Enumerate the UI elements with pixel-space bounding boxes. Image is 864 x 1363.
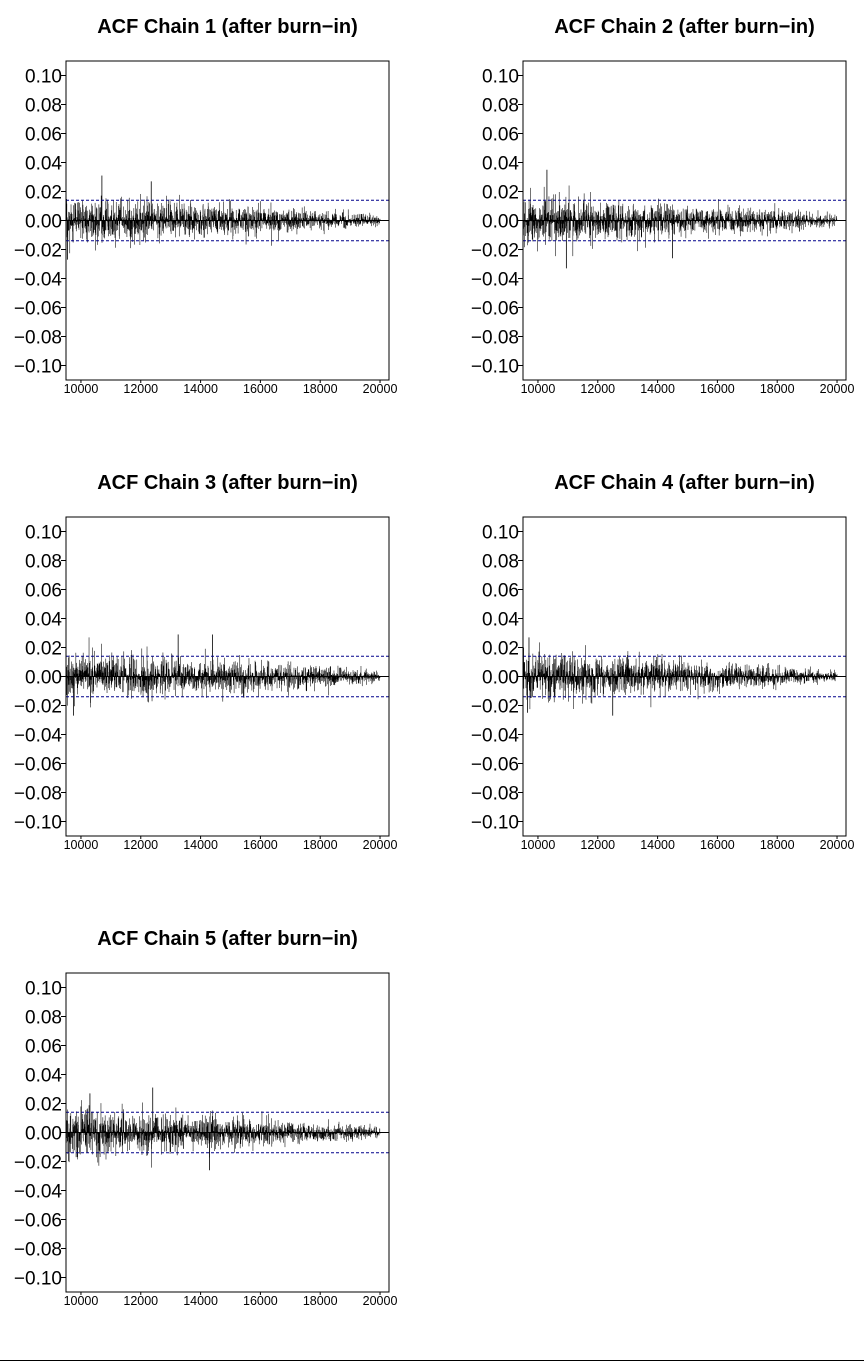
- x-tick-label: 12000: [123, 838, 159, 852]
- x-tick-label: 14000: [183, 838, 218, 852]
- y-tick-label: −0.06: [13, 1210, 62, 1232]
- y-tick-label: −0.08: [13, 783, 62, 805]
- y-tick-label: −0.06: [13, 298, 62, 320]
- y-tick-label: −0.10: [13, 812, 62, 834]
- y-tick-label: 0.02: [482, 182, 519, 204]
- x-tick-label: 12000: [580, 382, 616, 396]
- y-tick-label: 0.04: [25, 1065, 62, 1087]
- acf-panel-5: [14, 928, 398, 1308]
- x-tick-label: 18000: [759, 838, 795, 852]
- bottom-rule: [0, 1360, 864, 1361]
- x-tick-label: 20000: [819, 382, 855, 396]
- y-tick-label: 0.08: [482, 551, 519, 573]
- x-tick-label: 20000: [362, 382, 398, 396]
- panel-title: ACF Chain 1 (after burn−in): [97, 16, 358, 38]
- x-tick-label: 12000: [123, 382, 159, 396]
- y-tick-label: 0.00: [25, 211, 62, 233]
- panel-title: ACF Chain 5 (after burn−in): [97, 928, 358, 950]
- x-tick-label: 16000: [243, 382, 278, 396]
- y-tick-label: −0.08: [470, 783, 519, 805]
- x-tick-label: 18000: [759, 382, 795, 396]
- acf-panel-2: [471, 16, 855, 396]
- x-tick-label: 18000: [302, 838, 338, 852]
- y-tick-label: 0.04: [25, 609, 62, 631]
- y-tick-label: 0.06: [482, 124, 519, 146]
- y-tick-label: 0.02: [25, 182, 62, 204]
- y-tick-label: 0.04: [482, 609, 519, 631]
- y-tick-label: −0.10: [13, 356, 62, 378]
- y-tick-label: −0.02: [470, 696, 519, 718]
- y-tick-label: −0.08: [470, 327, 519, 349]
- y-tick-label: 0.10: [482, 522, 519, 544]
- y-tick-label: −0.06: [470, 298, 519, 320]
- x-tick-label: 10000: [63, 382, 99, 396]
- y-tick-label: −0.04: [470, 269, 519, 291]
- y-tick-label: 0.06: [25, 124, 62, 146]
- y-tick-label: −0.10: [470, 812, 519, 834]
- y-tick-label: 0.02: [482, 638, 519, 660]
- y-tick-label: 0.10: [25, 66, 62, 88]
- x-tick-label: 14000: [183, 382, 218, 396]
- y-tick-label: 0.04: [25, 153, 62, 175]
- y-tick-label: 0.02: [25, 1094, 62, 1116]
- x-tick-label: 10000: [520, 382, 556, 396]
- y-tick-label: 0.06: [482, 580, 519, 602]
- x-tick-label: 12000: [580, 838, 616, 852]
- x-tick-label: 14000: [183, 1294, 218, 1308]
- x-tick-label: 10000: [63, 838, 99, 852]
- y-tick-label: −0.02: [470, 240, 519, 262]
- acf-spikes: [523, 642, 837, 709]
- acf-panel-4: [471, 472, 855, 852]
- y-tick-label: 0.00: [25, 667, 62, 689]
- x-tick-label: 20000: [362, 838, 398, 852]
- x-tick-label: 10000: [63, 1294, 99, 1308]
- y-tick-label: 0.08: [25, 1007, 62, 1029]
- acf-panel-1: [14, 16, 398, 396]
- x-tick-label: 14000: [640, 838, 675, 852]
- y-tick-label: −0.06: [470, 754, 519, 776]
- y-tick-label: −0.10: [13, 1268, 62, 1290]
- y-tick-label: 0.04: [482, 153, 519, 175]
- panel-title: ACF Chain 3 (after burn−in): [97, 472, 358, 494]
- y-tick-label: 0.00: [482, 667, 519, 689]
- x-tick-label: 12000: [123, 1294, 159, 1308]
- y-tick-label: −0.02: [13, 696, 62, 718]
- x-tick-label: 16000: [243, 838, 278, 852]
- y-tick-label: 0.10: [25, 978, 62, 1000]
- y-tick-label: 0.08: [482, 95, 519, 117]
- y-tick-label: 0.10: [25, 522, 62, 544]
- y-tick-label: −0.04: [13, 269, 62, 291]
- y-tick-label: 0.00: [25, 1123, 62, 1145]
- y-tick-label: −0.04: [13, 725, 62, 747]
- x-tick-label: 16000: [700, 382, 735, 396]
- x-tick-label: 10000: [520, 838, 556, 852]
- y-tick-label: −0.06: [13, 754, 62, 776]
- acf-panel-3: [14, 472, 398, 852]
- y-tick-label: 0.00: [482, 211, 519, 233]
- x-tick-label: 16000: [700, 838, 735, 852]
- y-tick-label: 0.06: [25, 580, 62, 602]
- y-tick-label: 0.08: [25, 551, 62, 573]
- y-tick-label: −0.02: [13, 240, 62, 262]
- y-tick-label: 0.08: [25, 95, 62, 117]
- y-tick-label: −0.04: [13, 1181, 62, 1203]
- x-tick-label: 20000: [362, 1294, 398, 1308]
- acf-spikes: [66, 1100, 380, 1167]
- y-tick-label: −0.08: [13, 1239, 62, 1261]
- x-tick-label: 18000: [302, 382, 338, 396]
- y-tick-label: −0.02: [13, 1152, 62, 1174]
- y-tick-label: 0.06: [25, 1036, 62, 1058]
- y-tick-label: 0.10: [482, 66, 519, 88]
- x-tick-label: 14000: [640, 382, 675, 396]
- panel-title: ACF Chain 2 (after burn−in): [554, 16, 815, 38]
- x-tick-label: 20000: [819, 838, 855, 852]
- y-tick-label: 0.02: [25, 638, 62, 660]
- panel-title: ACF Chain 4 (after burn−in): [554, 472, 815, 494]
- y-tick-label: −0.04: [470, 725, 519, 747]
- y-tick-label: −0.08: [13, 327, 62, 349]
- y-tick-label: −0.10: [470, 356, 519, 378]
- acf-spikes: [66, 194, 380, 253]
- x-tick-label: 18000: [302, 1294, 338, 1308]
- x-tick-label: 16000: [243, 1294, 278, 1308]
